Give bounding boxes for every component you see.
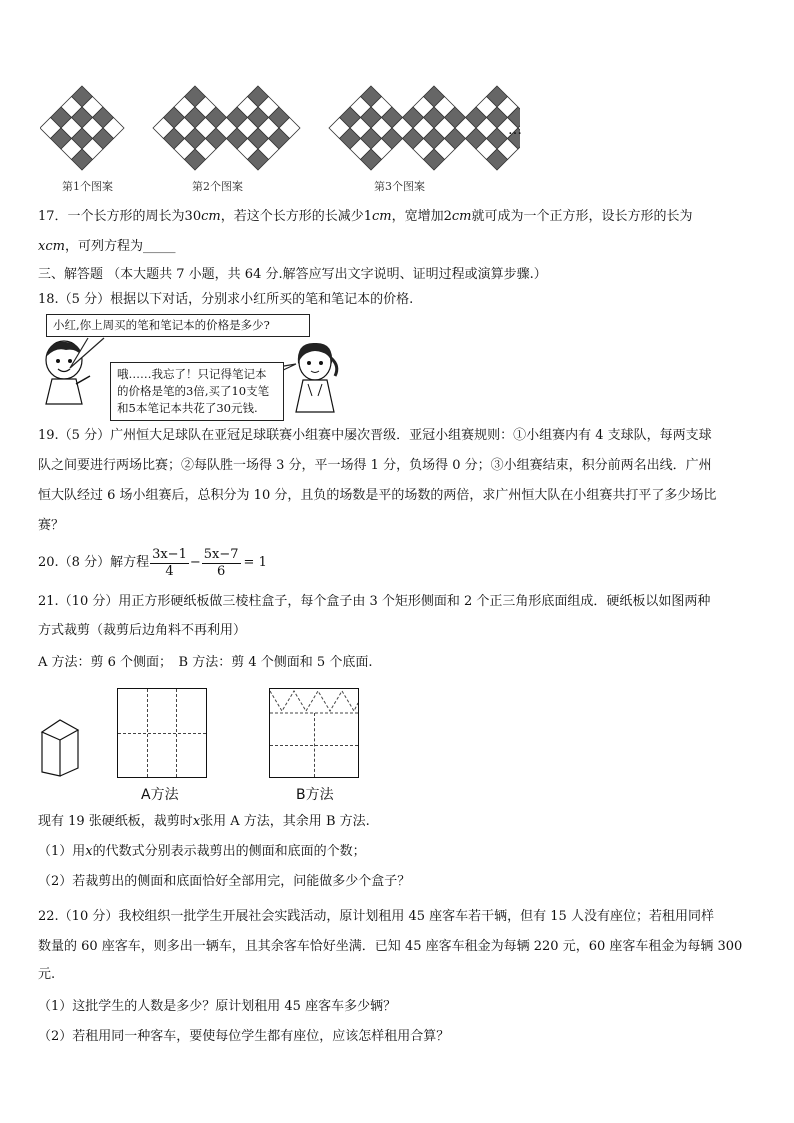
q22-line-1: 22.（10 分）我校组织一批学生开展社会实践活动，原计划租用 45 座客车若干辆，但有 15 人没有座位；若租用同样 — [38, 909, 714, 924]
q21-line-3: 现有 19 张硬纸板，裁剪时x张用 A 方法，其余用 B 方法. — [38, 814, 370, 829]
pattern-caption-2: 第2个图案 — [192, 180, 243, 193]
q22-line-2: 数量的 60 座客车，则多出一辆车，且其余客车恰好坐满．已知 45 座客车租金为每辆 220 元，60 座客车租金为每辆 300 — [38, 939, 743, 954]
pattern-caption-3: 第3个图案 — [374, 180, 425, 193]
q21-line-1: 21.（10 分）用正方形硬纸板做三棱柱盒子，每个盒子由 3 个矩形侧面和 2 个正三角形底面组成．硬纸板以如图两种 — [38, 594, 711, 609]
q22-part-2: （2）若租用同一种客车，要使每位学生都有座位，应该怎样租用合算？ — [38, 1029, 450, 1044]
q22-part-1: （1）这批学生的人数是多少？原计划租用 45 座客车多少辆？ — [38, 999, 397, 1014]
q21-line-2: 方式裁剪（裁剪后边角料不再利用） — [38, 623, 247, 638]
speech-bubble-question: 小红,你上周买的笔和笔记本的价格是多少? — [46, 314, 310, 337]
q21-part-2: （2）若裁剪出的侧面和底面恰好全部用完，问能做多少个盒子？ — [38, 874, 411, 889]
q17-line-1: 17．一个长方形的周长为30cm，若这个长方形的长减少1cm，宽增加2cm就可成为一个正方形，设长方形的长为 — [38, 209, 693, 224]
q20-equation: 20.（8 分）解方程 $\frac{3x-1}{4}$ − $\frac{5x-7}{6}$ = 1 — [38, 546, 267, 579]
q19-line-3: 恒大队经过 6 场小组赛后，总积分为 10 分，且负的场数是平的场数的两倍，求广州恒大队在小组赛共打平了多少场比 — [38, 488, 717, 503]
pattern-caption-1: 第1个图案 — [62, 180, 113, 193]
q21-part-1: （1）用x的代数式分别表示裁剪出的侧面和底面的个数； — [38, 844, 366, 859]
fraction-1: $\frac{3x-1}{4}$ — [152, 546, 187, 579]
caption-method-a: A方法 — [141, 787, 179, 803]
q19-line-4: 赛？ — [38, 518, 65, 533]
board-method-b — [269, 688, 359, 778]
prism-icon — [38, 716, 82, 778]
q22-line-3: 元. — [38, 967, 56, 982]
q19-line-2: 队之间要进行两场比赛；②每队胜一场得 3 分，平一场得 1 分，负场得 0 分；③小组赛结束，积分前两名出线．广州 — [38, 458, 712, 473]
fraction-2: $\frac{5x-7}{6}$ — [203, 546, 239, 579]
section3-heading: 三、解答题 （本大题共 7 小题，共 64 分.解答应写出文字说明、证明过程或演算步骤.） — [38, 267, 547, 282]
caption-method-b: B方法 — [296, 787, 334, 803]
speech-bubble-answer: 哦……我忘了！只记得笔记本 的价格是笔的3倍,买了10支笔 和5本笔记本共花了30元钱. — [110, 362, 284, 421]
q18-text: 18.（5 分）根据以下对话，分别求小红所买的笔和笔记本的价格. — [38, 292, 414, 307]
q21-methods: A 方法：剪 6 个侧面； B 方法：剪 4 个侧面和 5 个底面. — [38, 655, 373, 670]
checker-patterns-figure — [40, 84, 520, 172]
q17-line-2: xcm，可列方程为_____ — [38, 239, 176, 254]
ellipsis: … — [508, 122, 522, 138]
board-method-a — [117, 688, 207, 778]
q19-line-1: 19.（5 分）广州恒大足球队在亚冠足球联赛小组赛中屡次晋级．亚冠小组赛规则：①小组赛内有 4 支球队，每两支球 — [38, 428, 712, 443]
